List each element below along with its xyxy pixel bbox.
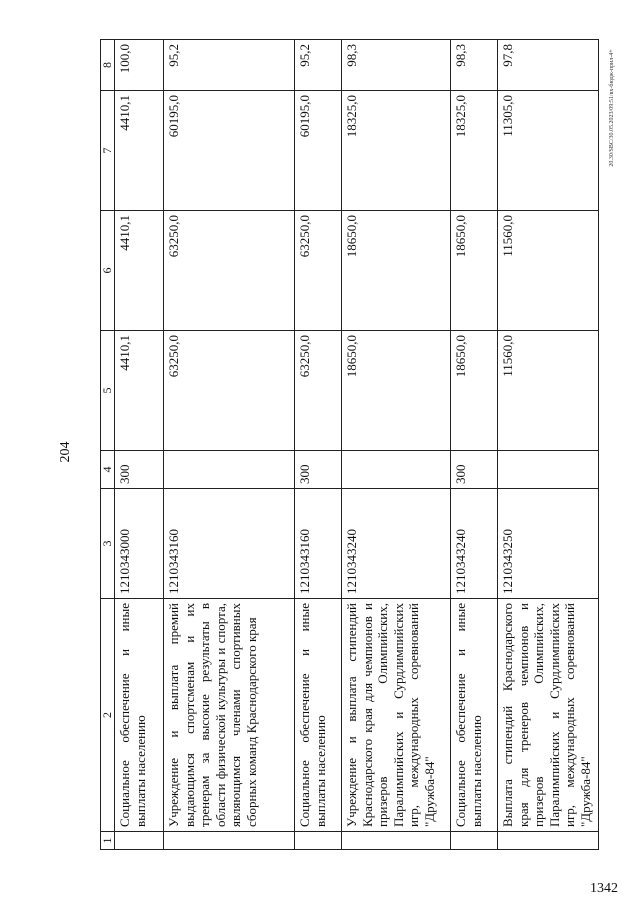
- row-expense-type: 300: [115, 451, 164, 489]
- row-expense-type: 300: [295, 451, 342, 489]
- column-header: 3: [101, 489, 115, 599]
- table-row: [498, 40, 599, 850]
- budget-table-container: [100, 40, 593, 850]
- row-description: Выплата стипендий Краснодарского края для тренеров чемпионов и призеров Олимпийских, Паралимпийских и Сурдлимпийских игр, международных соревнований "Дружба-84": [498, 599, 599, 832]
- row-execution-percent: 95,2: [164, 40, 295, 91]
- column-header: 7: [101, 91, 115, 211]
- row-execution-percent: 98,3: [451, 40, 498, 91]
- row-description: Социальное обеспечение и иные выплаты населению: [295, 599, 342, 832]
- row-executed-amount: 60195,0: [295, 91, 342, 211]
- row-executed-amount: 18325,0: [451, 91, 498, 211]
- table-row: [342, 40, 451, 850]
- row-refined-amount: 18650,0: [451, 211, 498, 331]
- table-row: [451, 40, 498, 850]
- row-refined-amount: 11560,0: [498, 211, 599, 331]
- column-header: 2: [101, 599, 115, 832]
- table-row: [115, 40, 164, 850]
- document-registration-number: 20.30/SBC/30.05.2023/09:51/вх-бюдж-прил-4+: [609, 49, 615, 167]
- row-number-cell: [342, 832, 451, 850]
- header-row: [101, 40, 115, 850]
- row-number-cell: [295, 832, 342, 850]
- row-approved-amount: 63250,0: [164, 331, 295, 451]
- row-approved-amount: 18650,0: [451, 331, 498, 451]
- row-execution-percent: 95,2: [295, 40, 342, 91]
- column-header: 5: [101, 331, 115, 451]
- budget-table: [100, 39, 599, 850]
- row-executed-amount: 18325,0: [342, 91, 451, 211]
- row-expense-type: [342, 451, 451, 489]
- row-target-code: 1210343250: [498, 489, 599, 599]
- row-approved-amount: 18650,0: [342, 331, 451, 451]
- column-header: 8: [101, 40, 115, 91]
- row-number-cell: [164, 832, 295, 850]
- table-row: [164, 40, 295, 850]
- row-description: Социальное обеспечение и иные выплаты населению: [115, 599, 164, 832]
- row-execution-percent: 100,0: [115, 40, 164, 91]
- row-refined-amount: 63250,0: [295, 211, 342, 331]
- row-refined-amount: 18650,0: [342, 211, 451, 331]
- row-approved-amount: 4410,1: [115, 331, 164, 451]
- row-target-code: 1210343160: [295, 489, 342, 599]
- row-refined-amount: 63250,0: [164, 211, 295, 331]
- column-header: 4: [101, 451, 115, 489]
- row-description: Учреждение и выплата стипендий Краснодарского края для чемпионов и призеров Олимпийских, Паралимпийских и Сурдлимпийских игр, международных соревнований "Дружба-84": [342, 599, 451, 832]
- row-approved-amount: 11560,0: [498, 331, 599, 451]
- row-expense-type: [164, 451, 295, 489]
- row-executed-amount: 60195,0: [164, 91, 295, 211]
- row-target-code: 1210343000: [115, 489, 164, 599]
- row-number-cell: [451, 832, 498, 850]
- table-row: [295, 40, 342, 850]
- row-target-code: 1210343160: [164, 489, 295, 599]
- row-description: Социальное обеспечение и иные выплаты населению: [451, 599, 498, 832]
- sheet-number: 1342: [590, 881, 618, 896]
- row-execution-percent: 98,3: [342, 40, 451, 91]
- row-target-code: 1210343240: [342, 489, 451, 599]
- row-expense-type: 300: [451, 451, 498, 489]
- row-description: Учреждение и выплата премий выдающимся спортсменам и их тренерам за высокие результаты в области физической культуры и спорта, являющимся членами спортивных сборных команд Краснодарского края: [164, 599, 295, 832]
- row-target-code: 1210343240: [451, 489, 498, 599]
- column-header: 1: [101, 832, 115, 850]
- row-execution-percent: 97,8: [498, 40, 599, 91]
- row-refined-amount: 4410,1: [115, 211, 164, 331]
- row-expense-type: [498, 451, 599, 489]
- page-number: 204: [58, 441, 73, 463]
- column-header: 6: [101, 211, 115, 331]
- row-number-cell: [115, 832, 164, 850]
- row-number-cell: [498, 832, 599, 850]
- row-executed-amount: 11305,0: [498, 91, 599, 211]
- row-executed-amount: 4410,1: [115, 91, 164, 211]
- row-approved-amount: 63250,0: [295, 331, 342, 451]
